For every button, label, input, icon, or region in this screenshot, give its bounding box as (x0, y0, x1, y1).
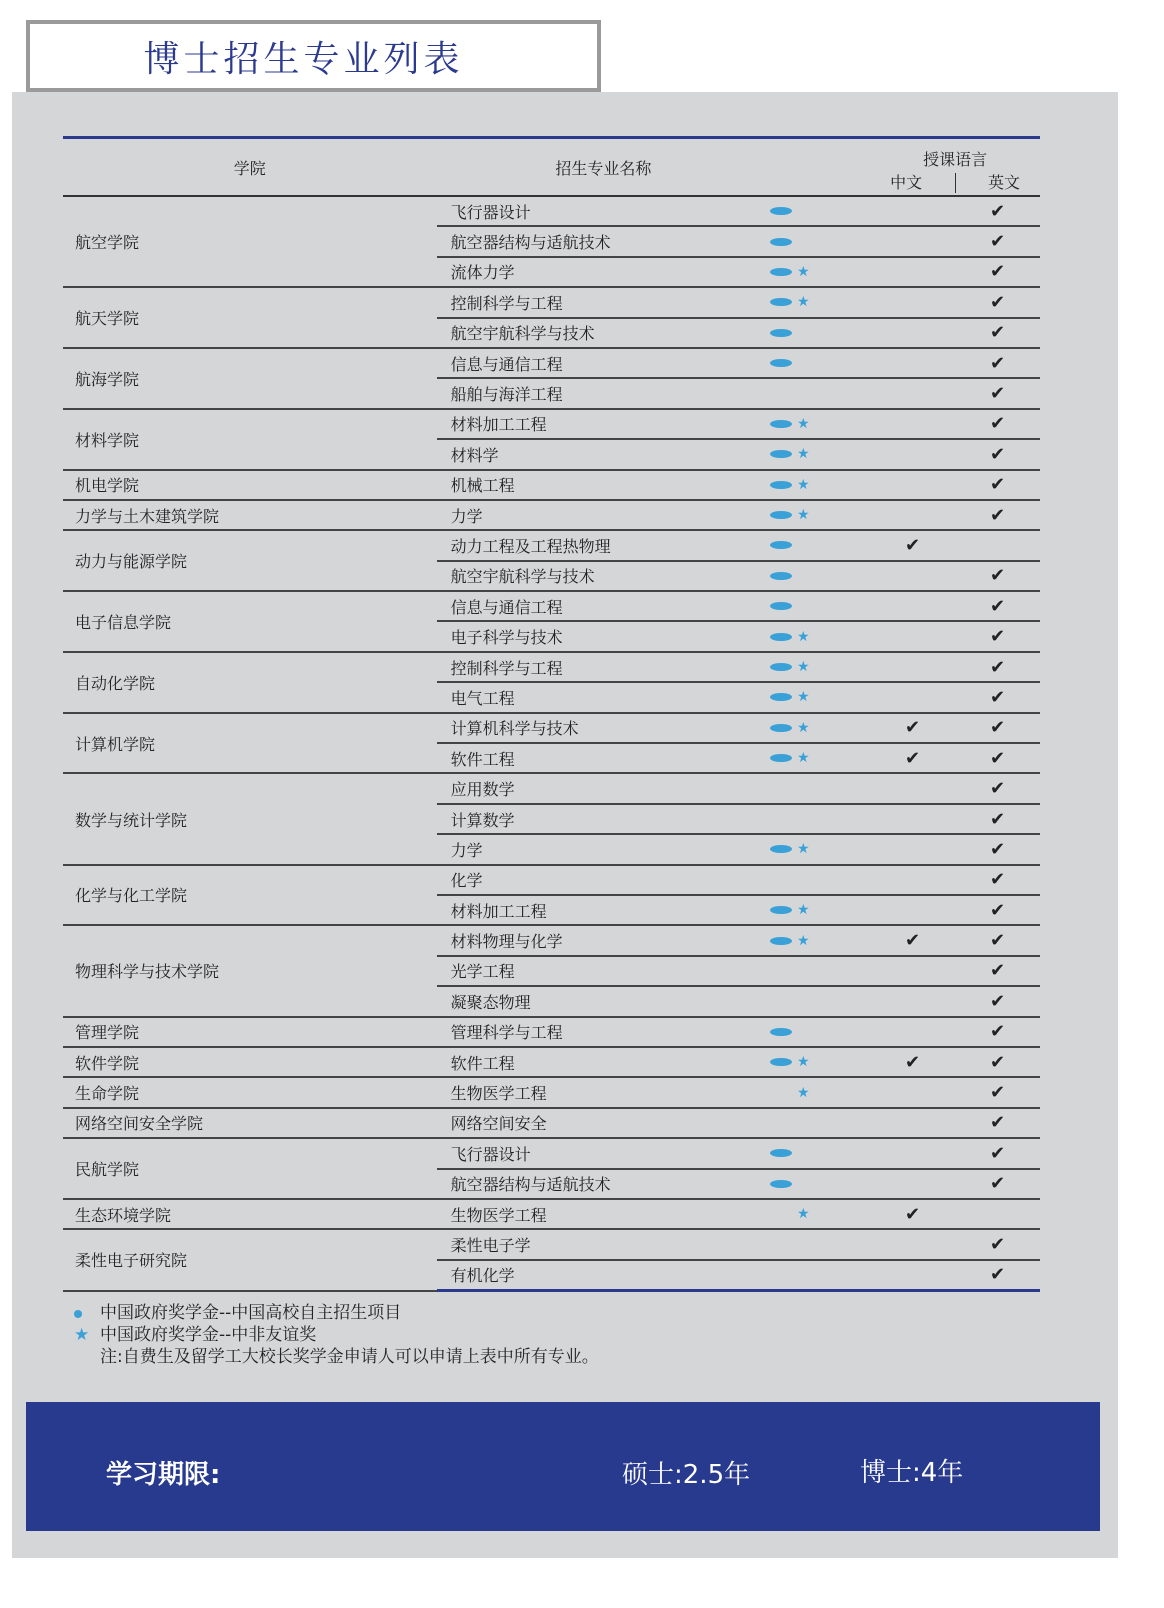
college-cell: 计算机学院 (63, 713, 437, 774)
en-check: ✔ (955, 257, 1040, 287)
college-cell: 数学与统计学院 (63, 773, 437, 864)
major-cell: 动力工程及工程热物理 (437, 530, 771, 560)
table-row (63, 348, 1040, 378)
scholarship-icons (770, 287, 870, 317)
scholarship-icons (770, 318, 870, 348)
zh-check (870, 318, 955, 348)
scholarship-icons (770, 196, 870, 226)
gear-icon (74, 1302, 100, 1324)
en-check: ✔ (955, 986, 1040, 1016)
en-check: ✔ (955, 804, 1040, 834)
zh-check (870, 287, 955, 317)
scholarship-icons (770, 591, 870, 621)
en-check (955, 1199, 1040, 1229)
scholarship-icons (770, 530, 870, 560)
header-major: 招生专业名称 (437, 138, 771, 197)
zh-check (870, 682, 955, 712)
college-cell: 机电学院 (63, 470, 437, 500)
en-check: ✔ (955, 318, 1040, 348)
major-cell: 流体力学 (437, 257, 771, 287)
en-check: ✔ (955, 956, 1040, 986)
header-icons (770, 138, 870, 197)
en-check: ✔ (955, 713, 1040, 743)
table-row (63, 1229, 1040, 1259)
college-cell: 航海学院 (63, 348, 437, 409)
major-cell: 航空器结构与适航技术 (437, 1169, 771, 1199)
major-cell: 航空宇航科学与技术 (437, 318, 771, 348)
scholarship-icons (770, 1108, 870, 1138)
gear-icon (770, 234, 792, 250)
en-check: ✔ (955, 1169, 1040, 1199)
legend-gear-label: 中国政府奖学金--中国高校自主招生项目 (100, 1303, 402, 1323)
en-check: ✔ (955, 500, 1040, 530)
major-cell: 软件工程 (437, 743, 771, 773)
en-check: ✔ (955, 743, 1040, 773)
star-icon: ★ (796, 628, 810, 645)
zh-check: ✔ (870, 743, 955, 773)
star-icon: ★ (796, 902, 810, 919)
star-icon: ★ (796, 294, 810, 311)
star-icon: ★ (796, 263, 810, 280)
gear-icon (770, 841, 792, 857)
zh-check (870, 591, 955, 621)
college-cell: 生命学院 (63, 1077, 437, 1107)
scholarship-icons (770, 348, 870, 378)
college-cell: 航天学院 (63, 287, 437, 348)
scholarship-icons (770, 652, 870, 682)
college-cell: 软件学院 (63, 1047, 437, 1077)
college-cell: 电子信息学院 (63, 591, 437, 652)
major-cell: 力学 (437, 834, 771, 864)
zh-check (870, 652, 955, 682)
table-row (63, 1108, 1040, 1138)
table-row (63, 591, 1040, 621)
major-cell: 机械工程 (437, 470, 771, 500)
college-cell: 柔性电子研究院 (63, 1229, 437, 1290)
zh-check (870, 956, 955, 986)
gear-icon (770, 720, 792, 736)
zh-check (870, 804, 955, 834)
table-row (63, 773, 1040, 803)
table-row (63, 1199, 1040, 1229)
zh-check (870, 1108, 955, 1138)
major-cell: 应用数学 (437, 773, 771, 803)
study-duration-banner (26, 1402, 1100, 1531)
star-icon: ★ (796, 446, 810, 463)
header-language (870, 138, 1040, 197)
major-cell: 材料学 (437, 439, 771, 469)
en-check: ✔ (955, 773, 1040, 803)
zh-check (870, 561, 955, 591)
major-cell: 船舶与海洋工程 (437, 378, 771, 408)
table-row (63, 865, 1040, 895)
zh-check (870, 470, 955, 500)
table-row (63, 470, 1040, 500)
gear-icon (770, 933, 792, 949)
gear-icon (770, 1054, 792, 1070)
en-check (955, 530, 1040, 560)
page-title: 博士招生专业列表 (143, 38, 464, 80)
table-row (63, 1138, 1040, 1168)
star-icon: ★ (796, 932, 810, 949)
scholarship-icons (770, 986, 870, 1016)
major-cell: 生物医学工程 (437, 1077, 771, 1107)
gear-icon (770, 1145, 792, 1161)
zh-check (870, 986, 955, 1016)
gear-icon (770, 689, 792, 705)
en-check: ✔ (955, 378, 1040, 408)
zh-check (870, 895, 955, 925)
major-cell: 凝聚态物理 (437, 986, 771, 1016)
divider (955, 173, 956, 193)
gear-icon (770, 537, 792, 553)
major-cell: 控制科学与工程 (437, 287, 771, 317)
major-cell: 管理科学与工程 (437, 1017, 771, 1047)
college-cell: 网络空间安全学院 (63, 1108, 437, 1138)
scholarship-icons (770, 713, 870, 743)
scholarship-icons (770, 1260, 870, 1291)
major-cell: 航空宇航科学与技术 (437, 561, 771, 591)
scholarship-icons (770, 1199, 870, 1229)
scholarship-icons (770, 1017, 870, 1047)
en-check: ✔ (955, 925, 1040, 955)
scholarship-icons (770, 378, 870, 408)
duration-label: 学习期限: (106, 1460, 221, 1490)
en-check: ✔ (955, 834, 1040, 864)
college-cell: 生态环境学院 (63, 1199, 437, 1229)
en-check: ✔ (955, 895, 1040, 925)
table-row (63, 652, 1040, 682)
header-language-label: 授课语言 (923, 150, 988, 169)
gear-icon (770, 294, 792, 310)
en-check: ✔ (955, 1229, 1040, 1259)
gear-icon (770, 264, 792, 280)
zh-check (870, 1169, 955, 1199)
gear-icon (770, 355, 792, 371)
major-cell: 电气工程 (437, 682, 771, 712)
major-cell: 飞行器设计 (437, 196, 771, 226)
scholarship-icons (770, 682, 870, 712)
college-cell: 民航学院 (63, 1138, 437, 1199)
zh-check (870, 409, 955, 439)
zh-check: ✔ (870, 1047, 955, 1077)
scholarship-icons (770, 1077, 870, 1107)
zh-check (870, 226, 955, 256)
major-cell: 化学 (437, 865, 771, 895)
zh-check (870, 621, 955, 651)
zh-check (870, 1229, 955, 1259)
en-check: ✔ (955, 287, 1040, 317)
major-cell: 控制科学与工程 (437, 652, 771, 682)
zh-check (870, 1260, 955, 1291)
college-cell: 航空学院 (63, 196, 437, 287)
zh-check: ✔ (870, 530, 955, 560)
star-icon: ★ (796, 1206, 810, 1223)
zh-check (870, 1077, 955, 1107)
zh-check: ✔ (870, 925, 955, 955)
zh-check (870, 378, 955, 408)
scholarship-icons (770, 956, 870, 986)
star-icon: ★ (796, 507, 810, 524)
star-icon: ★ (796, 1084, 810, 1101)
en-check: ✔ (955, 682, 1040, 712)
table-row (63, 409, 1040, 439)
major-cell: 计算数学 (437, 804, 771, 834)
legend (74, 1302, 599, 1368)
en-check: ✔ (955, 1047, 1040, 1077)
en-check: ✔ (955, 409, 1040, 439)
college-cell: 物理科学与技术学院 (63, 925, 437, 1016)
gear-icon (770, 1176, 792, 1192)
gear-icon (770, 902, 792, 918)
scholarship-icons (770, 925, 870, 955)
gear-icon (770, 629, 792, 645)
scholarship-icons (770, 895, 870, 925)
en-check: ✔ (955, 1017, 1040, 1047)
en-check: ✔ (955, 865, 1040, 895)
gear-icon (770, 507, 792, 523)
scholarship-icons (770, 470, 870, 500)
note-text: 注:自费生及留学工大校长奖学金申请人可以申请上表中所有专业。 (100, 1347, 599, 1367)
star-icon: ★ (796, 719, 810, 736)
zh-check (870, 773, 955, 803)
major-cell: 材料加工工程 (437, 895, 771, 925)
zh-check: ✔ (870, 713, 955, 743)
zh-check (870, 439, 955, 469)
major-cell: 材料物理与化学 (437, 925, 771, 955)
scholarship-icons (770, 743, 870, 773)
gear-icon (770, 1024, 792, 1040)
major-cell: 软件工程 (437, 1047, 771, 1077)
major-cell: 网络空间安全 (437, 1108, 771, 1138)
legend-star-label: 中国政府奖学金--中非友谊奖 (100, 1325, 317, 1345)
scholarship-icons (770, 1169, 870, 1199)
gear-icon (770, 477, 792, 493)
header-zh: 中文 (890, 173, 923, 192)
en-check: ✔ (955, 1077, 1040, 1107)
star-icon: ★ (796, 1054, 810, 1071)
star-icon: ★ (796, 750, 810, 767)
scholarship-icons (770, 1138, 870, 1168)
major-cell: 生物医学工程 (437, 1199, 771, 1229)
table-row (63, 1047, 1040, 1077)
table-row (63, 500, 1040, 530)
college-cell: 自动化学院 (63, 652, 437, 713)
scholarship-icons (770, 1229, 870, 1259)
major-cell: 光学工程 (437, 956, 771, 986)
college-cell: 材料学院 (63, 409, 437, 470)
scholarship-icons (770, 500, 870, 530)
zh-check (870, 1017, 955, 1047)
major-cell: 飞行器设计 (437, 1138, 771, 1168)
en-check: ✔ (955, 1260, 1040, 1291)
title-box (26, 20, 601, 92)
gear-icon (770, 568, 792, 584)
en-check: ✔ (955, 621, 1040, 651)
major-cell: 力学 (437, 500, 771, 530)
scholarship-icons (770, 439, 870, 469)
star-icon: ★ (74, 1325, 90, 1345)
major-cell: 有机化学 (437, 1260, 771, 1291)
major-cell: 材料加工工程 (437, 409, 771, 439)
zh-check (870, 834, 955, 864)
en-check: ✔ (955, 226, 1040, 256)
gear-icon (770, 598, 792, 614)
star-icon: ★ (796, 689, 810, 706)
college-cell: 化学与化工学院 (63, 865, 437, 926)
program-table (63, 136, 1040, 1292)
scholarship-icons (770, 773, 870, 803)
college-cell: 力学与土木建筑学院 (63, 500, 437, 530)
table-row (63, 1017, 1040, 1047)
scholarship-icons (770, 409, 870, 439)
star-icon: ★ (796, 659, 810, 676)
major-cell: 计算机科学与技术 (437, 713, 771, 743)
gear-icon (770, 203, 792, 219)
table-row (63, 925, 1040, 955)
star-icon: ★ (796, 841, 810, 858)
en-check: ✔ (955, 196, 1040, 226)
major-cell: 航空器结构与适航技术 (437, 226, 771, 256)
zh-check: ✔ (870, 1199, 955, 1229)
scholarship-icons (770, 1047, 870, 1077)
header-college: 学院 (63, 138, 437, 197)
scholarship-icons (770, 865, 870, 895)
zh-check (870, 257, 955, 287)
en-check: ✔ (955, 652, 1040, 682)
zh-check (870, 196, 955, 226)
scholarship-icons (770, 226, 870, 256)
gear-icon (770, 750, 792, 766)
en-check: ✔ (955, 348, 1040, 378)
scholarship-icons (770, 804, 870, 834)
en-check: ✔ (955, 439, 1040, 469)
master-duration: 硕士:2.5年 (622, 1460, 751, 1490)
scholarship-icons (770, 621, 870, 651)
major-cell: 信息与通信工程 (437, 348, 771, 378)
gear-icon (770, 325, 792, 341)
header-en: 英文 (987, 173, 1020, 192)
zh-check (870, 865, 955, 895)
zh-check (870, 500, 955, 530)
scholarship-icons (770, 834, 870, 864)
college-cell: 动力与能源学院 (63, 530, 437, 591)
gear-icon (770, 416, 792, 432)
star-icon: ★ (796, 415, 810, 432)
en-check: ✔ (955, 1108, 1040, 1138)
phd-duration: 博士:4年 (860, 1458, 964, 1488)
table-row (63, 287, 1040, 317)
major-cell: 电子科学与技术 (437, 621, 771, 651)
zh-check (870, 1138, 955, 1168)
scholarship-icons (770, 257, 870, 287)
college-cell: 管理学院 (63, 1017, 437, 1047)
table-row (63, 713, 1040, 743)
star-icon: ★ (796, 476, 810, 493)
scholarship-icons (770, 561, 870, 591)
table-row (63, 1077, 1040, 1107)
gear-icon (770, 446, 792, 462)
en-check: ✔ (955, 561, 1040, 591)
en-check: ✔ (955, 591, 1040, 621)
gear-icon (770, 659, 792, 675)
en-check: ✔ (955, 1138, 1040, 1168)
major-cell: 柔性电子学 (437, 1229, 771, 1259)
table-row (63, 196, 1040, 226)
en-check: ✔ (955, 470, 1040, 500)
major-cell: 信息与通信工程 (437, 591, 771, 621)
table-row (63, 530, 1040, 560)
zh-check (870, 348, 955, 378)
